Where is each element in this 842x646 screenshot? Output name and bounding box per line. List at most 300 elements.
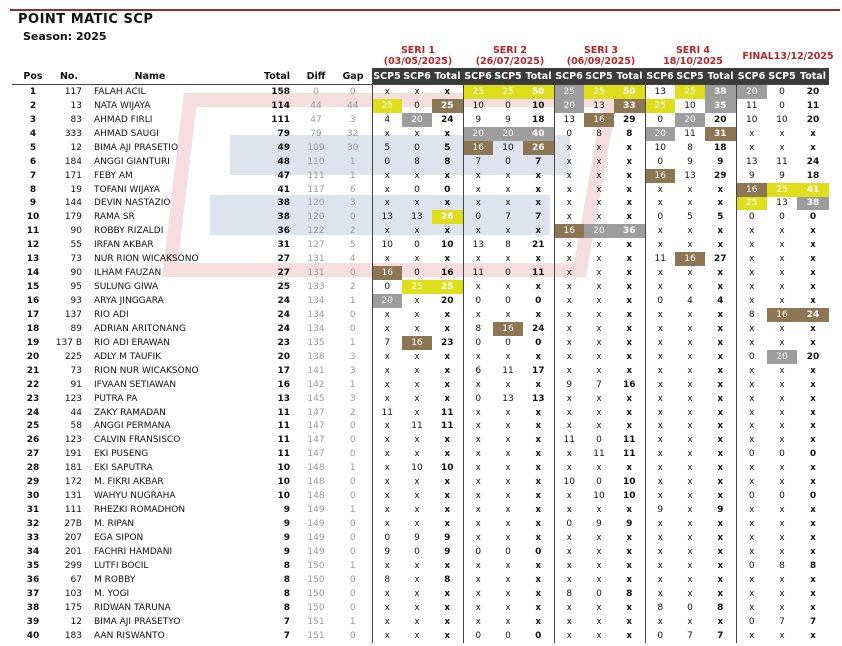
table-row xyxy=(12,252,829,266)
seri2-total-cell: x xyxy=(535,519,541,530)
row-name: EKI PUSENG xyxy=(94,449,149,460)
seri1-total-cell: x xyxy=(444,351,450,362)
table-row xyxy=(12,141,829,155)
seri1-total-cell: 20 xyxy=(440,296,454,307)
seri3-score-cell: x xyxy=(596,351,602,362)
row-total: 27 xyxy=(277,254,290,265)
row-number: 12 xyxy=(70,616,82,627)
seri4-total-cell: x xyxy=(717,351,723,362)
seri4-score-cell: x xyxy=(687,505,693,516)
seri2-score-cell: 0 xyxy=(463,210,493,224)
seri4-total-cell: 27 xyxy=(713,254,727,265)
seri1-score-cell: x xyxy=(414,407,420,418)
seri3-total-cell: x xyxy=(626,212,632,223)
seri4-score-cell: x xyxy=(687,463,693,474)
seri1-score-cell: x xyxy=(372,364,402,378)
row-total: 36 xyxy=(277,226,290,237)
row-diff: 134 xyxy=(307,296,325,307)
seri1-score-cell: 13 xyxy=(372,210,402,224)
seri4-score-cell: x xyxy=(645,350,675,364)
seri3-total-cell: x xyxy=(626,616,632,627)
row-total: 8 xyxy=(283,560,290,571)
seri1-score-cell: x xyxy=(414,379,420,390)
seri2-score-cell: x xyxy=(505,532,511,543)
seri4-score-cell: x xyxy=(687,226,693,237)
final-score-cell: 9 xyxy=(779,170,785,181)
row-name: FALAH ACIL xyxy=(94,86,146,97)
seri3-score-cell: x xyxy=(596,463,602,474)
row-gap: 0 xyxy=(349,477,356,488)
seri-2-header xyxy=(470,45,550,67)
row-gap: 0 xyxy=(349,519,356,530)
seri1-score-cell: x xyxy=(372,420,402,434)
seri1-total-cell: x xyxy=(444,86,450,97)
seri1-total-cell: 0 xyxy=(444,184,451,195)
seri4-total-cell: 18 xyxy=(713,142,727,153)
final-total-cell: x xyxy=(810,602,816,613)
row-diff: 135 xyxy=(307,337,325,348)
row-total: 23 xyxy=(277,337,290,348)
final-score-cell: 0 xyxy=(736,447,767,461)
seri4-total-cell: x xyxy=(717,421,723,432)
seri1-score-cell: 11 xyxy=(372,406,402,420)
seri3-score-cell: x xyxy=(554,350,584,364)
seri3-total-cell: x xyxy=(626,407,632,418)
seri3-total-cell: 36 xyxy=(614,224,645,238)
seri1-score-cell: 5 xyxy=(372,141,402,155)
final-score-cell: x xyxy=(736,587,767,601)
row-diff: 147 xyxy=(307,407,325,418)
seri4-score-cell: x xyxy=(645,573,675,587)
seri2-score-cell: x xyxy=(463,197,493,211)
col-no: No. xyxy=(54,68,84,85)
row-pos: 36 xyxy=(26,574,40,585)
table-row xyxy=(12,85,829,99)
row-total: 24 xyxy=(277,296,290,307)
final-total-cell: x xyxy=(810,365,816,376)
seri2-score-cell: 25 xyxy=(463,85,493,99)
seri2-total-cell: x xyxy=(535,616,541,627)
final-score-cell: x xyxy=(779,240,785,251)
seri3-score-cell: 20 xyxy=(554,99,584,113)
row-number: 175 xyxy=(64,602,82,613)
seri-4-date: 18/10/2025 xyxy=(663,56,723,67)
seri3-total-cell: 16 xyxy=(622,379,636,390)
seri1-score-cell: x xyxy=(414,505,420,516)
seri1-score-cell: x xyxy=(414,226,420,237)
seri3-score-cell: 0 xyxy=(554,127,584,141)
seri-3-header xyxy=(561,45,641,67)
seri3-score-cell: 10 xyxy=(593,491,605,502)
final-total-cell: 24 xyxy=(797,308,829,322)
seri2-score-cell: x xyxy=(505,477,511,488)
seri2-total-cell: x xyxy=(535,421,541,432)
seri1-score-cell: 0 xyxy=(414,268,420,279)
row-diff: 47 xyxy=(310,114,322,125)
row-pos: 20 xyxy=(26,351,40,362)
seri4-score-cell: 5 xyxy=(687,212,693,223)
seri2-total-cell: 21 xyxy=(531,240,545,251)
seri3-total-cell: 33 xyxy=(614,99,645,113)
row-diff: 150 xyxy=(307,588,325,599)
seri1-score-cell: x xyxy=(372,322,402,336)
final-total-cell: 24 xyxy=(806,156,820,167)
seri4-total-cell: 31 xyxy=(705,127,736,141)
seri4-total-cell: x xyxy=(717,198,723,209)
row-gap: 0 xyxy=(349,546,356,557)
row-name: NATA WIJAYA xyxy=(94,100,151,111)
row-name: ANGGI GIANTURI xyxy=(94,156,170,167)
row-total: 38 xyxy=(277,212,290,223)
table-row xyxy=(12,127,829,141)
seri2-total-cell: x xyxy=(535,435,541,446)
season-label: Season: 2025 xyxy=(23,30,107,43)
final-score-cell: x xyxy=(736,280,767,294)
seri1-score-cell: 0 xyxy=(414,142,420,153)
row-pos: 23 xyxy=(26,393,40,404)
row-pos: 6 xyxy=(29,156,37,167)
row-pos: 27 xyxy=(26,449,40,460)
seri4-score-cell: x xyxy=(645,475,675,489)
seri2-score-cell: x xyxy=(463,406,493,420)
row-number: 137 xyxy=(64,309,82,320)
row-pos: 16 xyxy=(26,296,40,307)
row-diff: 133 xyxy=(307,282,325,293)
seri4-score-cell: x xyxy=(687,449,693,460)
seri1-score-cell: x xyxy=(414,128,420,139)
final-score-cell: x xyxy=(736,420,767,434)
row-diff: 150 xyxy=(307,574,325,585)
seri2-score-cell: x xyxy=(505,226,511,237)
seri3-total-cell: 8 xyxy=(626,128,633,139)
final-score-cell: x xyxy=(736,266,767,280)
title-divider xyxy=(10,9,840,11)
seri2-score-cell: x xyxy=(463,224,493,238)
col-seri3-b: SCP5 xyxy=(584,68,614,85)
row-number: 184 xyxy=(64,156,82,167)
row-number: 144 xyxy=(64,198,82,209)
row-name: RHEZKI ROMADHON xyxy=(94,505,186,516)
seri4-score-cell: x xyxy=(645,587,675,601)
seri-3-date: (06/09/2025) xyxy=(566,56,636,67)
seri4-score-cell: x xyxy=(645,531,675,545)
seri2-score-cell: 11 xyxy=(463,266,493,280)
final-total-cell: x xyxy=(810,630,816,641)
seri2-score-cell: x xyxy=(463,503,493,517)
row-number: 131 xyxy=(64,491,82,502)
row-number: 171 xyxy=(64,170,82,181)
row-pos: 15 xyxy=(26,282,40,293)
row-name: FACHRI HAMDANI xyxy=(94,546,173,557)
seri2-total-cell: 13 xyxy=(531,393,545,404)
seri3-score-cell: 20 xyxy=(584,224,614,238)
seri1-score-cell: 25 xyxy=(372,99,402,113)
row-diff: 148 xyxy=(307,477,325,488)
seri3-total-cell: x xyxy=(626,323,632,334)
table-row xyxy=(12,559,829,573)
seri2-score-cell: x xyxy=(463,169,493,183)
row-number: 123 xyxy=(64,435,82,446)
final-score-cell: 13 xyxy=(776,198,788,209)
seri1-score-cell: 10 xyxy=(411,463,423,474)
seri4-score-cell: 9 xyxy=(687,156,693,167)
seri2-score-cell: x xyxy=(505,602,511,613)
seri1-total-cell: 8 xyxy=(444,156,451,167)
seri4-score-cell: x xyxy=(687,379,693,390)
seri2-total-cell: x xyxy=(535,560,541,571)
final-score-cell: x xyxy=(736,503,767,517)
seri1-score-cell: x xyxy=(414,296,420,307)
final-score-cell: x xyxy=(736,252,767,266)
row-number: 73 xyxy=(70,254,82,265)
seri1-score-cell: x xyxy=(414,170,420,181)
row-total: 27 xyxy=(277,268,290,279)
row-total: 11 xyxy=(277,435,290,446)
seri1-total-cell: x xyxy=(444,393,450,404)
row-pos: 21 xyxy=(26,365,40,376)
seri4-score-cell: x xyxy=(687,351,693,362)
row-pos: 25 xyxy=(26,421,40,432)
row-pos: 5 xyxy=(29,142,37,153)
seri1-score-cell: x xyxy=(414,519,420,530)
row-gap: 0 xyxy=(349,574,356,585)
row-number: 90 xyxy=(70,226,82,237)
seri3-total-cell: x xyxy=(626,198,632,209)
seri1-score-cell: x xyxy=(414,588,420,599)
seri4-score-cell: 10 xyxy=(645,141,675,155)
final-score-cell: x xyxy=(779,519,785,530)
seri3-score-cell: x xyxy=(554,183,584,197)
final-score-cell: x xyxy=(779,226,785,237)
final-header xyxy=(737,51,839,62)
row-total: 111 xyxy=(271,114,290,125)
row-name: RIDWAN TARUNA xyxy=(94,602,171,613)
seri1-total-cell: 25 xyxy=(432,280,463,294)
final-score-cell: x xyxy=(779,463,785,474)
row-pos: 19 xyxy=(26,337,40,348)
row-name: IFVAAN SETIAWAN xyxy=(94,379,177,390)
final-total-cell: 18 xyxy=(806,170,820,181)
row-diff: 109 xyxy=(307,142,325,153)
final-score-cell: x xyxy=(779,142,785,153)
seri4-total-cell: x xyxy=(717,365,723,376)
seri4-total-cell: x xyxy=(717,616,723,627)
seri2-score-cell: x xyxy=(505,407,511,418)
col-seri2-a: SCP6 xyxy=(463,68,493,85)
row-total: 9 xyxy=(283,505,290,516)
seri1-score-cell: x xyxy=(414,393,420,404)
seri4-total-cell: x xyxy=(717,519,723,530)
seri2-total-cell: x xyxy=(535,351,541,362)
seri4-total-cell: x xyxy=(717,435,723,446)
seri4-score-cell: 7 xyxy=(687,630,693,641)
col-pos: Pos xyxy=(12,68,54,85)
final-score-cell: 20 xyxy=(736,85,767,99)
seri3-total-cell: x xyxy=(626,156,632,167)
seri4-score-cell: x xyxy=(687,588,693,599)
seri1-total-cell: x xyxy=(444,323,450,334)
row-total: 48 xyxy=(277,156,290,167)
row-gap: 0 xyxy=(349,212,356,223)
seri3-score-cell: 0 xyxy=(596,477,602,488)
row-name: TOFANI WIJAYA xyxy=(94,184,160,195)
seri1-score-cell: x xyxy=(414,630,420,641)
seri1-score-cell: 25 xyxy=(402,280,432,294)
standings-body xyxy=(12,85,829,643)
final-total-cell: 0 xyxy=(809,449,817,460)
row-pos: 4 xyxy=(29,128,37,139)
seri2-total-cell: x xyxy=(535,588,541,599)
final-score-cell: x xyxy=(736,475,767,489)
table-row xyxy=(12,294,829,308)
table-row xyxy=(12,113,829,127)
seri3-score-cell: x xyxy=(554,155,584,169)
seri1-score-cell: x xyxy=(414,351,420,362)
row-name: RIO ADI ERAWAN xyxy=(94,337,170,348)
seri2-score-cell: 7 xyxy=(463,155,493,169)
seri2-score-cell: 10 xyxy=(502,142,514,153)
final-score-cell: x xyxy=(736,517,767,531)
col-final-a: SCP6 xyxy=(736,68,767,85)
seri1-total-cell: x xyxy=(444,435,450,446)
seri3-total-cell: x xyxy=(626,142,632,153)
seri4-score-cell: x xyxy=(645,197,675,211)
row-total: 49 xyxy=(277,142,290,153)
table-header-row xyxy=(12,68,829,85)
row-gap: 3 xyxy=(349,393,356,404)
final-score-cell: 0 xyxy=(736,350,767,364)
row-gap: 3 xyxy=(349,351,356,362)
seri3-total-cell: x xyxy=(626,184,632,195)
final-score-cell: 25 xyxy=(736,197,767,211)
row-diff: 131 xyxy=(307,268,325,279)
seri2-score-cell: x xyxy=(505,170,511,181)
seri3-total-cell: x xyxy=(626,574,632,585)
seri4-score-cell: x xyxy=(645,322,675,336)
final-score-cell: x xyxy=(779,630,785,641)
final-score-cell: x xyxy=(736,322,767,336)
seri-4-name: SERI 4 xyxy=(675,45,711,56)
final-score-cell: 11 xyxy=(736,99,767,113)
table-row xyxy=(12,155,829,169)
seri1-total-cell: x xyxy=(444,602,450,613)
seri4-total-cell: x xyxy=(717,240,723,251)
seri4-score-cell: x xyxy=(687,546,693,557)
seri1-total-cell: x xyxy=(444,365,450,376)
row-total: 9 xyxy=(283,519,290,530)
final-score-cell: x xyxy=(779,337,785,348)
final-total-cell: x xyxy=(810,574,816,585)
row-diff: 131 xyxy=(307,254,325,265)
final-score-cell: 16 xyxy=(767,308,797,322)
seri2-score-cell: x xyxy=(463,475,493,489)
col-seri4-b: SCP5 xyxy=(675,68,705,85)
seri2-score-cell: x xyxy=(463,308,493,322)
seri1-score-cell: 16 xyxy=(402,336,432,350)
seri2-total-cell: x xyxy=(535,505,541,516)
seri4-score-cell: x xyxy=(645,308,675,322)
seri1-score-cell: 0 xyxy=(372,531,402,545)
final-score-cell: x xyxy=(736,573,767,587)
row-total: 25 xyxy=(277,282,290,293)
seri3-total-cell: x xyxy=(626,268,632,279)
seri4-total-cell: 9 xyxy=(717,505,724,516)
row-pos: 32 xyxy=(26,519,40,530)
row-diff: 134 xyxy=(307,323,325,334)
col-total: Total xyxy=(216,68,298,85)
row-gap: 4 xyxy=(349,254,356,265)
final-name: FINAL13/12/2025 xyxy=(742,51,834,62)
seri1-score-cell: x xyxy=(414,198,420,209)
seri4-total-cell: 4 xyxy=(717,296,724,307)
seri4-score-cell: x xyxy=(645,517,675,531)
seri3-score-cell: x xyxy=(596,282,602,293)
final-score-cell: x xyxy=(779,379,785,390)
table-row xyxy=(12,308,829,322)
seri1-score-cell: 7 xyxy=(372,336,402,350)
seri1-score-cell: x xyxy=(372,601,402,615)
final-total-cell: x xyxy=(810,379,816,390)
final-total-cell: x xyxy=(810,337,816,348)
seri3-score-cell: x xyxy=(554,461,584,475)
seri3-total-cell: 8 xyxy=(626,588,633,599)
row-gap: 1 xyxy=(349,170,356,181)
final-total-cell: 41 xyxy=(797,183,829,197)
row-pos: 30 xyxy=(26,491,40,502)
final-score-cell: x xyxy=(736,378,767,392)
seri4-score-cell: x xyxy=(645,266,675,280)
seri3-score-cell: x xyxy=(554,559,584,573)
seri1-total-cell: 9 xyxy=(444,532,451,543)
table-row xyxy=(12,406,829,420)
final-score-cell: 8 xyxy=(779,560,785,571)
seri1-total-cell: x xyxy=(444,560,450,571)
row-total: 79 xyxy=(277,128,290,139)
row-name: M. FIKRI AKBAR xyxy=(94,477,164,488)
seri-3-name: SERI 3 xyxy=(583,45,619,56)
seri3-score-cell: x xyxy=(596,212,602,223)
seri3-score-cell: x xyxy=(596,393,602,404)
row-gap: 3 xyxy=(349,114,356,125)
final-score-cell: 13 xyxy=(736,155,767,169)
seri2-total-cell: 0 xyxy=(535,630,542,641)
seri1-total-cell: x xyxy=(444,198,450,209)
seri4-score-cell: x xyxy=(645,280,675,294)
final-score-cell: x xyxy=(736,224,767,238)
row-gap: 0 xyxy=(349,449,356,460)
seri1-score-cell: x xyxy=(414,309,420,320)
col-seri4-total: Total xyxy=(705,68,736,85)
seri4-score-cell: 25 xyxy=(675,85,705,99)
seri2-total-cell: 40 xyxy=(523,127,554,141)
seri3-score-cell: x xyxy=(596,421,602,432)
row-name: AAN RISWANTO xyxy=(94,630,165,641)
col-seri2-total: Total xyxy=(523,68,554,85)
table-row xyxy=(12,378,829,392)
final-total-cell: x xyxy=(810,532,816,543)
row-diff: 117 xyxy=(307,184,325,195)
seri4-score-cell: 16 xyxy=(675,252,705,266)
seri2-total-cell: 10 xyxy=(531,100,545,111)
seri1-total-cell: 26 xyxy=(432,210,463,224)
seri2-total-cell: x xyxy=(535,477,541,488)
final-score-cell: 9 xyxy=(736,169,767,183)
seri4-score-cell: x xyxy=(687,282,693,293)
seri4-score-cell: x xyxy=(687,393,693,404)
seri3-score-cell: x xyxy=(554,141,584,155)
row-gap: 2 xyxy=(349,407,356,418)
row-total: 11 xyxy=(277,421,290,432)
